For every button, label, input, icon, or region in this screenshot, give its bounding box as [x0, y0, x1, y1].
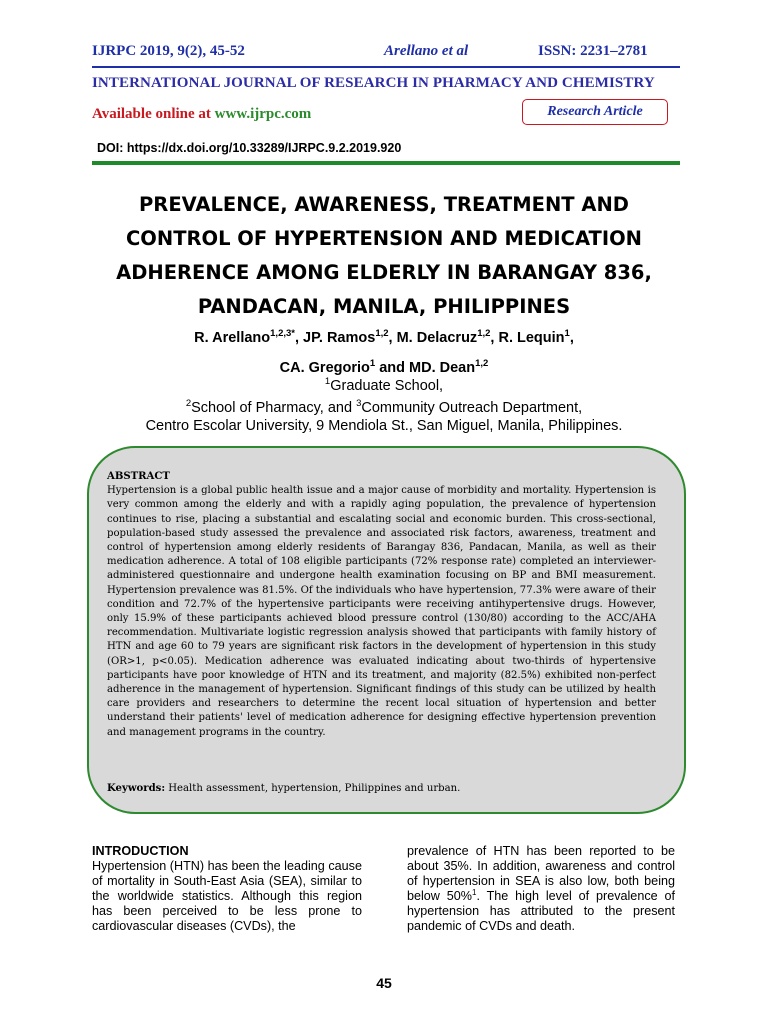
- affiliation-number: 3: [356, 398, 362, 410]
- paragraph-text: Hypertension (HTN) has been the leading cause of mortality in South-East Asia (SEA), similar to the worldwide statistics. Although this region has been perceived to be less prone to cardiovascular diseases (CVDs), the: [92, 858, 362, 933]
- author-affiliation: 1,2: [375, 328, 389, 339]
- page-number: 45: [376, 975, 392, 991]
- author-name: R. Arellano: [194, 329, 271, 346]
- affiliation-line: [60, 395, 708, 417]
- affiliation-text: School of Pharmacy, and: [191, 400, 357, 417]
- affiliation-text: Graduate School,: [330, 377, 444, 394]
- title-line: ADHERENCE AMONG ELDERLY IN BARANGAY 836,: [116, 261, 652, 284]
- paragraph-text: prevalence of HTN has been reported to be about 35%. In addition, awareness and control of hypertension in SEA is also low, both being below 50%: [407, 844, 675, 903]
- header-divider: [92, 161, 680, 165]
- author-list: [60, 321, 708, 381]
- abstract: [107, 470, 656, 740]
- author-name: CA. Gregorio: [279, 359, 370, 376]
- affiliation-text: Community Outreach Department,: [361, 400, 583, 417]
- author-separator: ,: [294, 329, 304, 346]
- author-separator: ,: [490, 329, 499, 346]
- keywords-label: Keywords:: [107, 783, 166, 794]
- journal-name: INTERNATIONAL JOURNAL OF RESEARCH IN PHARMACY AND CHEMISTRY: [92, 75, 655, 91]
- author-affiliation: 1: [564, 328, 570, 339]
- running-header: [92, 43, 680, 63]
- affiliation-line: [60, 373, 708, 395]
- journal-citation: IJRPC 2019, 9(2), 45-52: [92, 43, 245, 59]
- author-affiliation: 1: [369, 357, 376, 369]
- abstract-heading: ABSTRACT: [107, 471, 170, 482]
- affiliation-number: 1: [324, 376, 331, 387]
- author-name: MD. Dean: [409, 359, 476, 376]
- author-affiliation: 1,2: [477, 328, 491, 339]
- reference-marker[interactable]: 1: [472, 887, 477, 897]
- body-column-left: [92, 844, 362, 933]
- paragraph-text: . The high level of prevalence of hypertension has attributed to the present pandemic of CVDs and death.: [407, 888, 675, 933]
- author-separator: and: [375, 359, 410, 376]
- abstract-text: Hypertension is a global public health issue and a major cause of morbidity and mortality. Hypertension is very common among the elderly and with a rapidly aging population, the prevalence of hypertension continues to rise, placing a substantial and escalating social and economic burden. This cross-sectional, population-based study assessed the prevalence and associated risk factors, awareness, treatment and control of hypertension among elderly residents of Barangay 836, Pandacan, Manila, as well as their medication adherence. A total of 108 eligible participants (72% response rate) completed an interviewer-administered questionnaire and undergone health examination focusing on BP and BMI measurement. Hypertension prevalence was 81.5%. Of the individuals who have hypertension, 77.3% were aware of their condition and 72.7% of the hypertensive participants were receiving antihypertensive drugs. However, only 15.9% of these participants achieved blood pressure control (130/80) according to the ACC/AHA recommendation. Multivariate logistic regression analysis showed that participants with family history of HTN and age 60 to 79 years are significant risk factors in the development of hypertension in this study (OR>1, p<0.05). Medication adherence was evaluated indicating about two-thirds of hypertensive participants have poor knowledge of HTN and its treatment, and majority (82.5%) exhibited non-perfect adherence in the management of hypertension. Significant findings of this study can be utilized by health care providers and researchers to determine the recent local situation of hypertension and better understand their patients' level of medication adherence for designing effective hypertension prevention and management programs in the country.: [107, 485, 656, 738]
- author-name: M. Delacruz: [396, 329, 478, 346]
- author-affiliation: 1,2: [475, 357, 489, 369]
- available-label: Available online at: [92, 106, 215, 122]
- author-separator: ,: [388, 329, 397, 346]
- affiliation-number: 2: [185, 398, 192, 410]
- author-name: JP. Ramos: [303, 329, 376, 346]
- author-name: R. Lequin: [498, 329, 565, 346]
- title-line: PREVALENCE, AWARENESS, TREATMENT AND: [139, 193, 629, 216]
- body-column-right: [407, 844, 675, 933]
- title-line: CONTROL OF HYPERTENSION AND MEDICATION: [125, 227, 643, 250]
- journal-url-link[interactable]: www.ijrpc.com: [214, 106, 312, 122]
- author-line-1: [60, 321, 708, 351]
- header-rule: [92, 66, 680, 68]
- keywords: [107, 783, 667, 794]
- availability-line: [92, 106, 311, 123]
- doi-link[interactable]: DOI: https://dx.doi.org/10.33289/IJRPC.9.2.2019.920: [97, 141, 402, 155]
- title-line: PANDACAN, MANILA, PHILIPPINES: [197, 295, 571, 318]
- article-type-badge: Research Article: [522, 99, 668, 125]
- author-separator: ,: [569, 329, 574, 346]
- section-heading-introduction: INTRODUCTION: [92, 844, 189, 858]
- keywords-text: Health assessment, hypertension, Philippines and urban.: [165, 783, 461, 794]
- issn: ISSN: 2231–2781: [538, 43, 648, 59]
- author-affiliation: 1,2,3*: [270, 328, 295, 339]
- affiliation-address: Centro Escolar University, 9 Mendiola St., San Miguel, Manila, Philippines.: [145, 417, 623, 434]
- paper-title: [60, 188, 708, 324]
- affiliations: [60, 373, 708, 435]
- running-authors: Arellano et al: [384, 43, 469, 59]
